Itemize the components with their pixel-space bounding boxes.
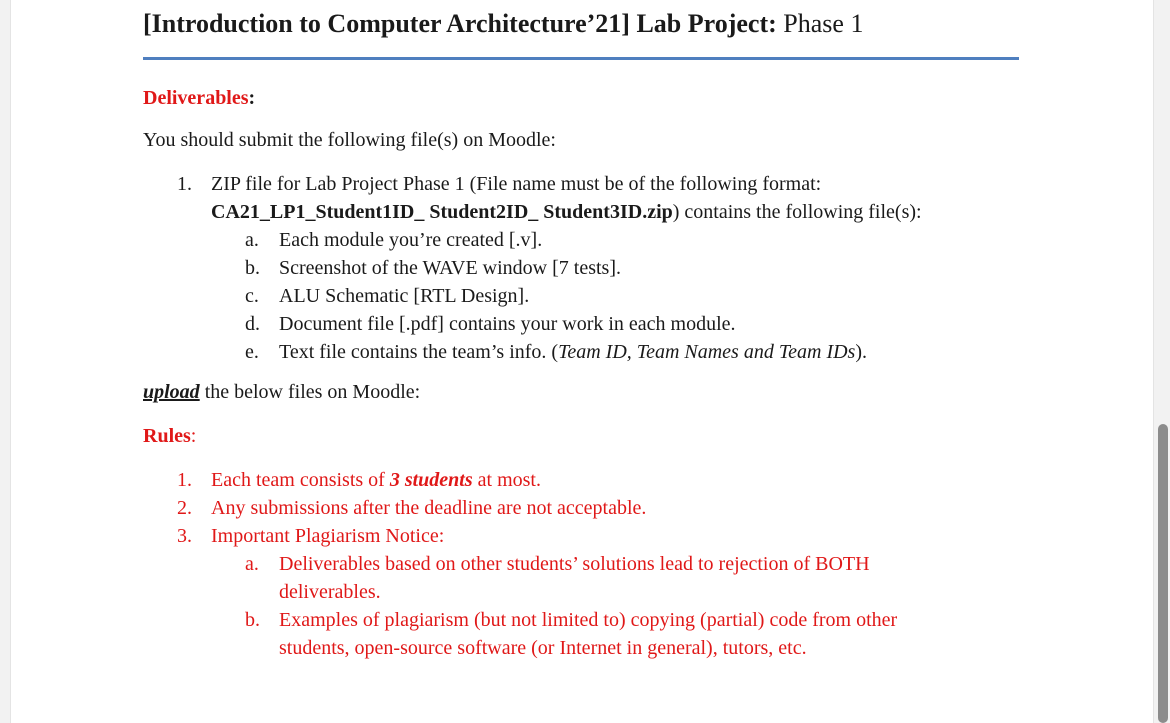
document-title: [Introduction to Computer Architecture’21] Lab Project: Phase 1 bbox=[143, 9, 864, 38]
page-left-margin bbox=[0, 0, 11, 723]
rules-heading: Rules: bbox=[143, 425, 197, 447]
deliverable-item-1: 1. ZIP file for Lab Project Phase 1 (File name must be of the following format: CA21_LP1_Student1ID_ Student2ID_ Student3ID.zip) contains the following file(s): bbox=[177, 173, 922, 223]
scrollbar-thumb[interactable] bbox=[1158, 424, 1168, 723]
title-divider bbox=[143, 57, 1019, 60]
deliverables-heading: Deliverables: bbox=[143, 87, 256, 109]
upload-line: upload the below files on Moodle: bbox=[143, 381, 421, 403]
scrollbar-track[interactable] bbox=[1153, 0, 1170, 723]
deliverables-intro: You should submit the following file(s) on Moodle: bbox=[143, 129, 556, 151]
